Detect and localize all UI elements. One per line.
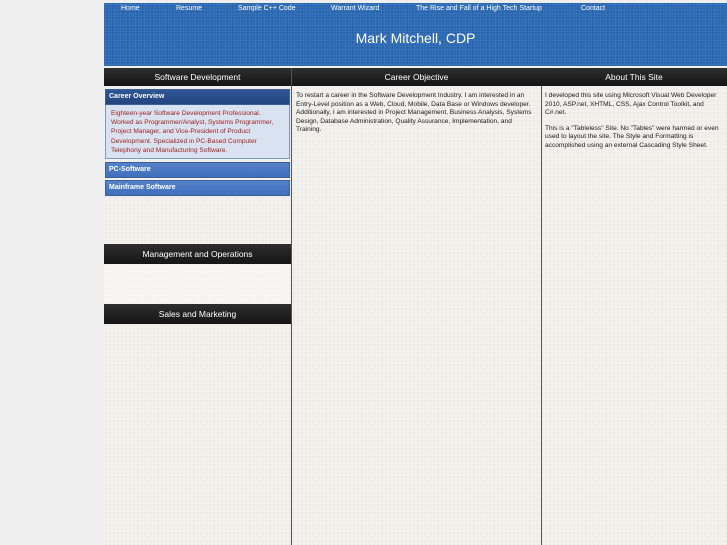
nav-startup-story-link[interactable]: The Rise and Fall of a High Tech Startup — [416, 5, 542, 12]
middle-column — [291, 68, 542, 545]
nav-resume-link[interactable]: Resume — [176, 5, 203, 12]
site-header — [104, 3, 727, 66]
nav-sample-code-link[interactable]: Sample C++ Code — [238, 5, 296, 12]
nav-contact-link[interactable]: Contact — [581, 5, 606, 12]
about-site-paragraph-1: I developed this site using Microsoft Visual Web Developer 2010, ASP.net, XHTML, CSS, Ajax Control Toolkit, and C#.net. — [545, 92, 717, 117]
management-operations-heading: Management and Operations — [104, 244, 291, 264]
site-title: Mark Mitchell, CDP — [355, 30, 476, 46]
accordion-career-overview[interactable]: Career Overview — [105, 89, 290, 105]
software-development-heading: Software Development — [104, 68, 291, 86]
career-objective-heading: Career Objective — [292, 68, 541, 86]
sales-marketing-heading: Sales and Marketing — [104, 304, 291, 324]
about-site-paragraph-2: This is a "Tableless" Site. No "Tables" were harmed or even used to layout the site. The Style and Formatting is accomplished using an external Cascading Style Sheet. — [545, 124, 719, 149]
accordion-pc-software[interactable]: PC-Software — [105, 162, 290, 178]
nav-home-link[interactable]: Home — [121, 5, 140, 12]
left-column — [104, 68, 291, 545]
page-container — [104, 3, 727, 545]
accordion-mainframe-software[interactable]: Mainframe Software — [105, 180, 290, 196]
about-site-heading: About This Site — [541, 68, 727, 86]
about-site-body — [541, 86, 727, 151]
nav-warrant-wizard-link[interactable]: Warrant Wizard — [331, 5, 380, 12]
career-objective-body — [292, 86, 541, 135]
career-objective-text: To restart a career in the Software Development Industry. I am interested in an Entry-Level position as a Web, Cloud, Mobile, Data Base or Windows developer. Additionally, I am interested in Project Management, Business Analysis, Systems Design, Database Administration, Quality Assurance, Implementation, and Training. — [296, 92, 532, 134]
right-column — [541, 68, 727, 545]
management-operations-pane — [104, 264, 291, 304]
career-overview-text: Eighteen-year Software Development Professional. Worked as Programmer/Analyst, Systems Programmer, Project Manager, and Vice-President of Product Development. Specialized in PC-Based Computer Telephony and Manufacturing Software. — [105, 105, 290, 159]
